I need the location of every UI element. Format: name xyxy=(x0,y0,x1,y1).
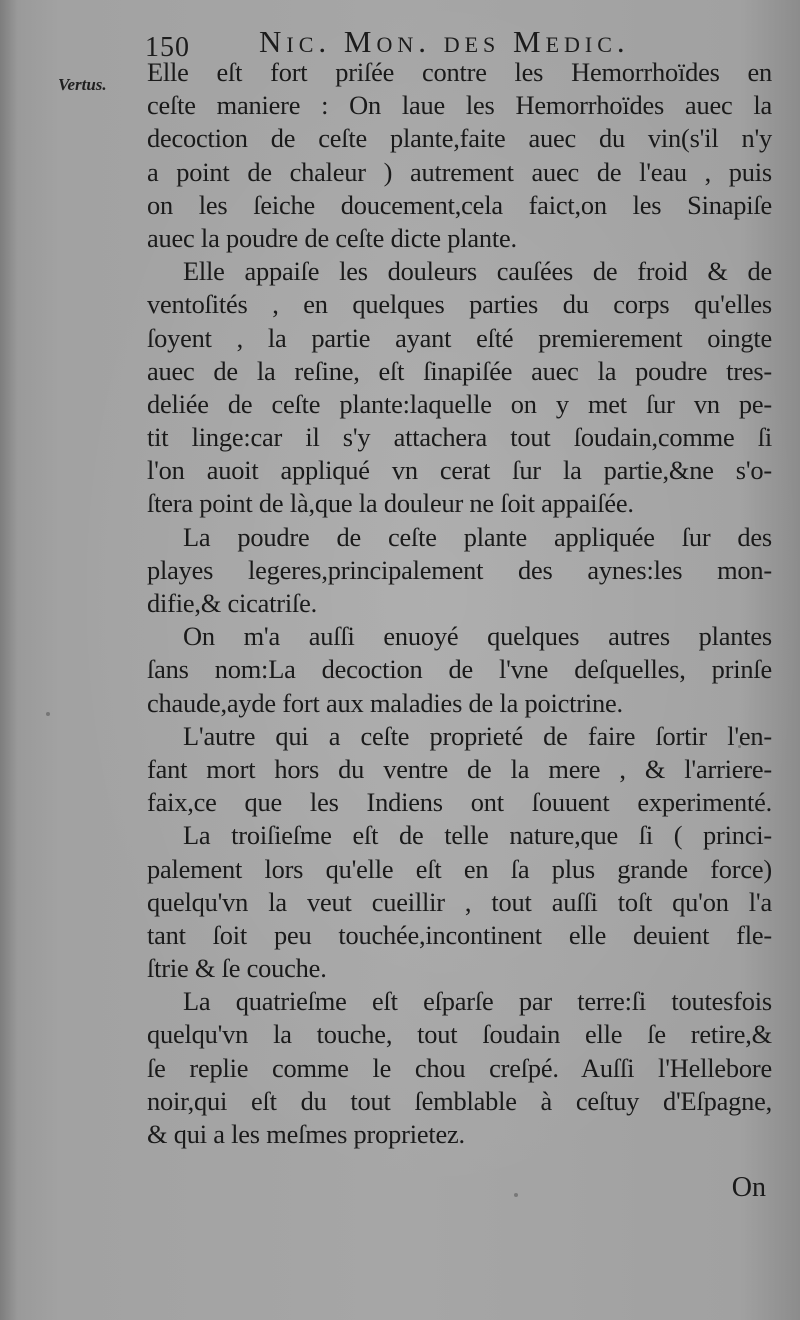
text-line: Elle appaiſe les douleurs cauſées de froid & de xyxy=(183,256,772,287)
text-line: auec la poudre de ceſte dicte plante. xyxy=(147,222,517,253)
text-line: Elle eſt fort priſée contre les Hemorrhoïdes en xyxy=(147,57,772,87)
text-line: auec de la reſine, eſt ſinapiſée auec la poudre tres- xyxy=(147,355,772,386)
text-line: L'autre qui a ceſte proprieté de faire ſortir l'en- xyxy=(183,720,772,751)
text-line: playes legeres,principalement des aynes:les mon- xyxy=(147,554,772,585)
text-line: ceſte maniere : On laue les Hemorrhoïdes auec la xyxy=(147,90,772,121)
text-line: fant mort hors du ventre de la mere , & l'arriere- xyxy=(147,753,772,784)
catchword: On xyxy=(731,1172,766,1203)
text-line: La quatrieſme eſt eſparſe par terre:ſi toutesfois xyxy=(183,986,772,1017)
text-line: on les ſeiche doucement,cela faict,on les Sinapiſe xyxy=(147,189,772,220)
text-line: a point de chaleur ) autrement auec de l'eau , puis xyxy=(147,156,772,187)
text-line: l'on auoit appliqué vn cerat ſur la partie,&ne s'o- xyxy=(147,455,772,486)
text-line: On m'a auſſi enuoyé quelques autres plantes xyxy=(183,621,772,652)
text-line: decoction de ceſte plante,faite auec du vin(s'il n'y xyxy=(147,123,772,154)
text-line: ſtera point de là,que la douleur ne ſoit appaiſée. xyxy=(147,488,634,519)
running-head: Nic. Mon. des Medic. xyxy=(259,24,630,59)
text-line: deliée de ceſte plante:laquelle on y met ſur vn pe- xyxy=(147,388,772,419)
text-line: ſans nom:La decoction de l'vne deſquelles, prinſe xyxy=(147,654,772,685)
text-line: palement lors qu'elle eſt en ſa plus grande force) xyxy=(147,853,772,884)
text-line: tit linge:car il s'y attachera tout ſoudain,comme ſi xyxy=(147,422,772,453)
text-line: chaude,ayde fort aux maladies de la poictrine. xyxy=(147,687,623,718)
text-line: La troiſieſme eſt de telle nature,que ſi ( princi- xyxy=(183,820,772,851)
text-line: noir,qui eſt du tout ſemblable à ceſtuy d'Eſpagne, xyxy=(147,1085,772,1116)
text-line: La poudre de ceſte plante appliquée ſur des xyxy=(183,521,772,552)
margin-note: Vertus. xyxy=(58,75,107,94)
body-text xyxy=(147,56,772,1151)
text-line: faix,ce que les Indiens ont ſouuent experimenté. xyxy=(147,787,772,818)
text-line: quelqu'vn la touche, tout ſoudain elle ſe retire,& xyxy=(147,1019,772,1050)
text-line: difie,& cicatriſe. xyxy=(147,588,318,618)
text-line: ſe replie comme le chou creſpé. Auſſi l'Hellebore xyxy=(147,1052,772,1083)
ink-spot xyxy=(514,1193,518,1197)
page-number: 150 xyxy=(145,32,190,63)
text-line: tant ſoit peu touchée,incontinent elle deuient fle- xyxy=(147,919,772,950)
text-line: ventoſités , en quelques parties du corps qu'elles xyxy=(147,289,772,320)
text-line: ſtrie & ſe couche. xyxy=(147,953,327,984)
ink-spot xyxy=(46,712,50,716)
text-line: ſoyent , la partie ayant eſté premierement oingte xyxy=(147,322,772,353)
text-line: & qui a les meſmes proprietez. xyxy=(147,1119,465,1149)
text-line: quelqu'vn la veut cueillir , tout auſſi toſt qu'on l'a xyxy=(147,886,772,917)
